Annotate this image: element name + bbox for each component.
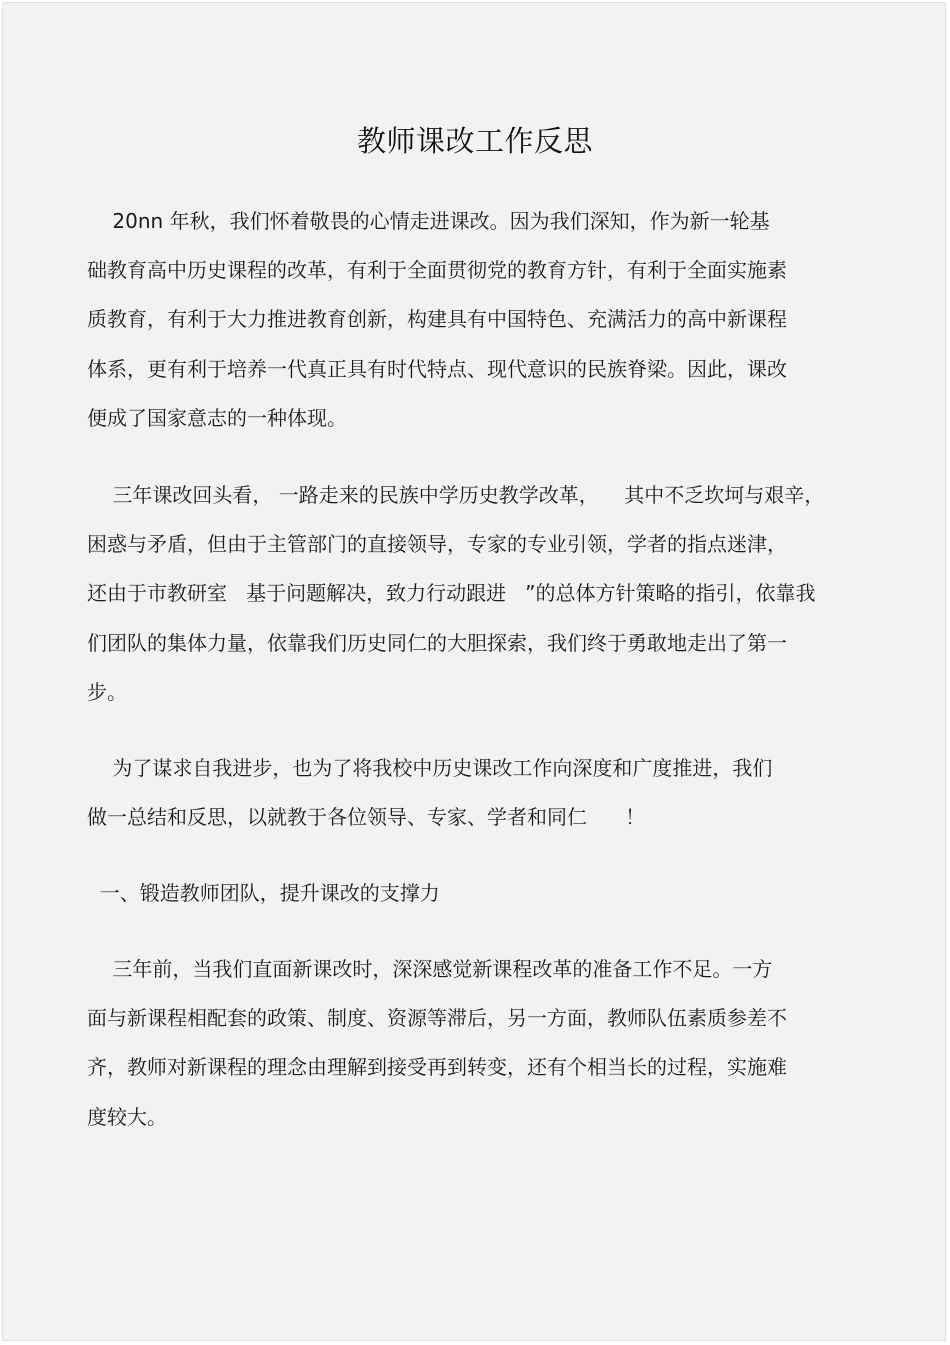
paragraph-3-line-1: 为了谋求自我进步，也为了将我校中历史课改工作向深度和广度推进，我们: [87, 756, 773, 780]
paragraph-2-line-3: 还由于市教研室 基于问题解决，致力行动跟进 ”的总体方针策略的指引，依靠我: [87, 581, 816, 605]
paragraph-1-line-1: 20nn 年秋，我们怀着敬畏的心情走进课改。因为我们深知，作为新一轮基: [87, 209, 770, 233]
paragraph-2-line-1: 三年课改回头看， 一路走来的民族中学历史教学改革， 其中不乏坎坷与艰辛，: [87, 483, 825, 507]
paragraph-3-line-2: 做一总结和反思，以就教于各位领导、专家、学者和同仁 ！: [87, 805, 646, 829]
paragraph-4-line-1: 三年前，当我们直面新课改时，深深感觉新课程改革的准备工作不足。一方: [87, 957, 773, 981]
document-title: 教师课改工作反思: [356, 124, 593, 158]
section-heading-1: 一、锻造教师团队，提升课改的支撑力: [87, 881, 440, 905]
paragraph-1-line-2: 础教育高中历史课程的改革，有利于全面贯彻党的教育方针，有利于全面实施素: [87, 258, 787, 282]
document-page: [2, 2, 946, 1341]
paragraph-2-line-4: 们团队的集体力量，依靠我们历史同仁的大胆探索，我们终于勇敢地走出了第一: [87, 631, 787, 655]
paragraph-4-line-3: 齐，教师对新课程的理念由理解到接受再到转变，还有个相当长的过程，实施难: [87, 1055, 787, 1079]
paragraph-4-line-2: 面与新课程相配套的政策、制度、资源等滞后，另一方面，教师队伍素质参差不: [87, 1006, 787, 1030]
paragraph-2-line-2: 困惑与矛盾，但由于主管部门的直接领导，专家的专业引领，学者的指点迷津，: [87, 532, 787, 556]
paragraph-1-line-5: 便成了国家意志的一种体现。: [87, 406, 347, 430]
paragraph-1-line-3: 质教育，有利于大力推进教育创新，构建具有中国特色、充满活力的高中新课程: [87, 307, 787, 331]
paragraph-2-line-5: 步。: [87, 680, 127, 704]
paragraph-1-line-4: 体系，更有利于培养一代真正具有时代特点、现代意识的民族脊梁。因此，课改: [87, 357, 787, 381]
paragraph-4-line-4: 度较大。: [87, 1105, 167, 1129]
